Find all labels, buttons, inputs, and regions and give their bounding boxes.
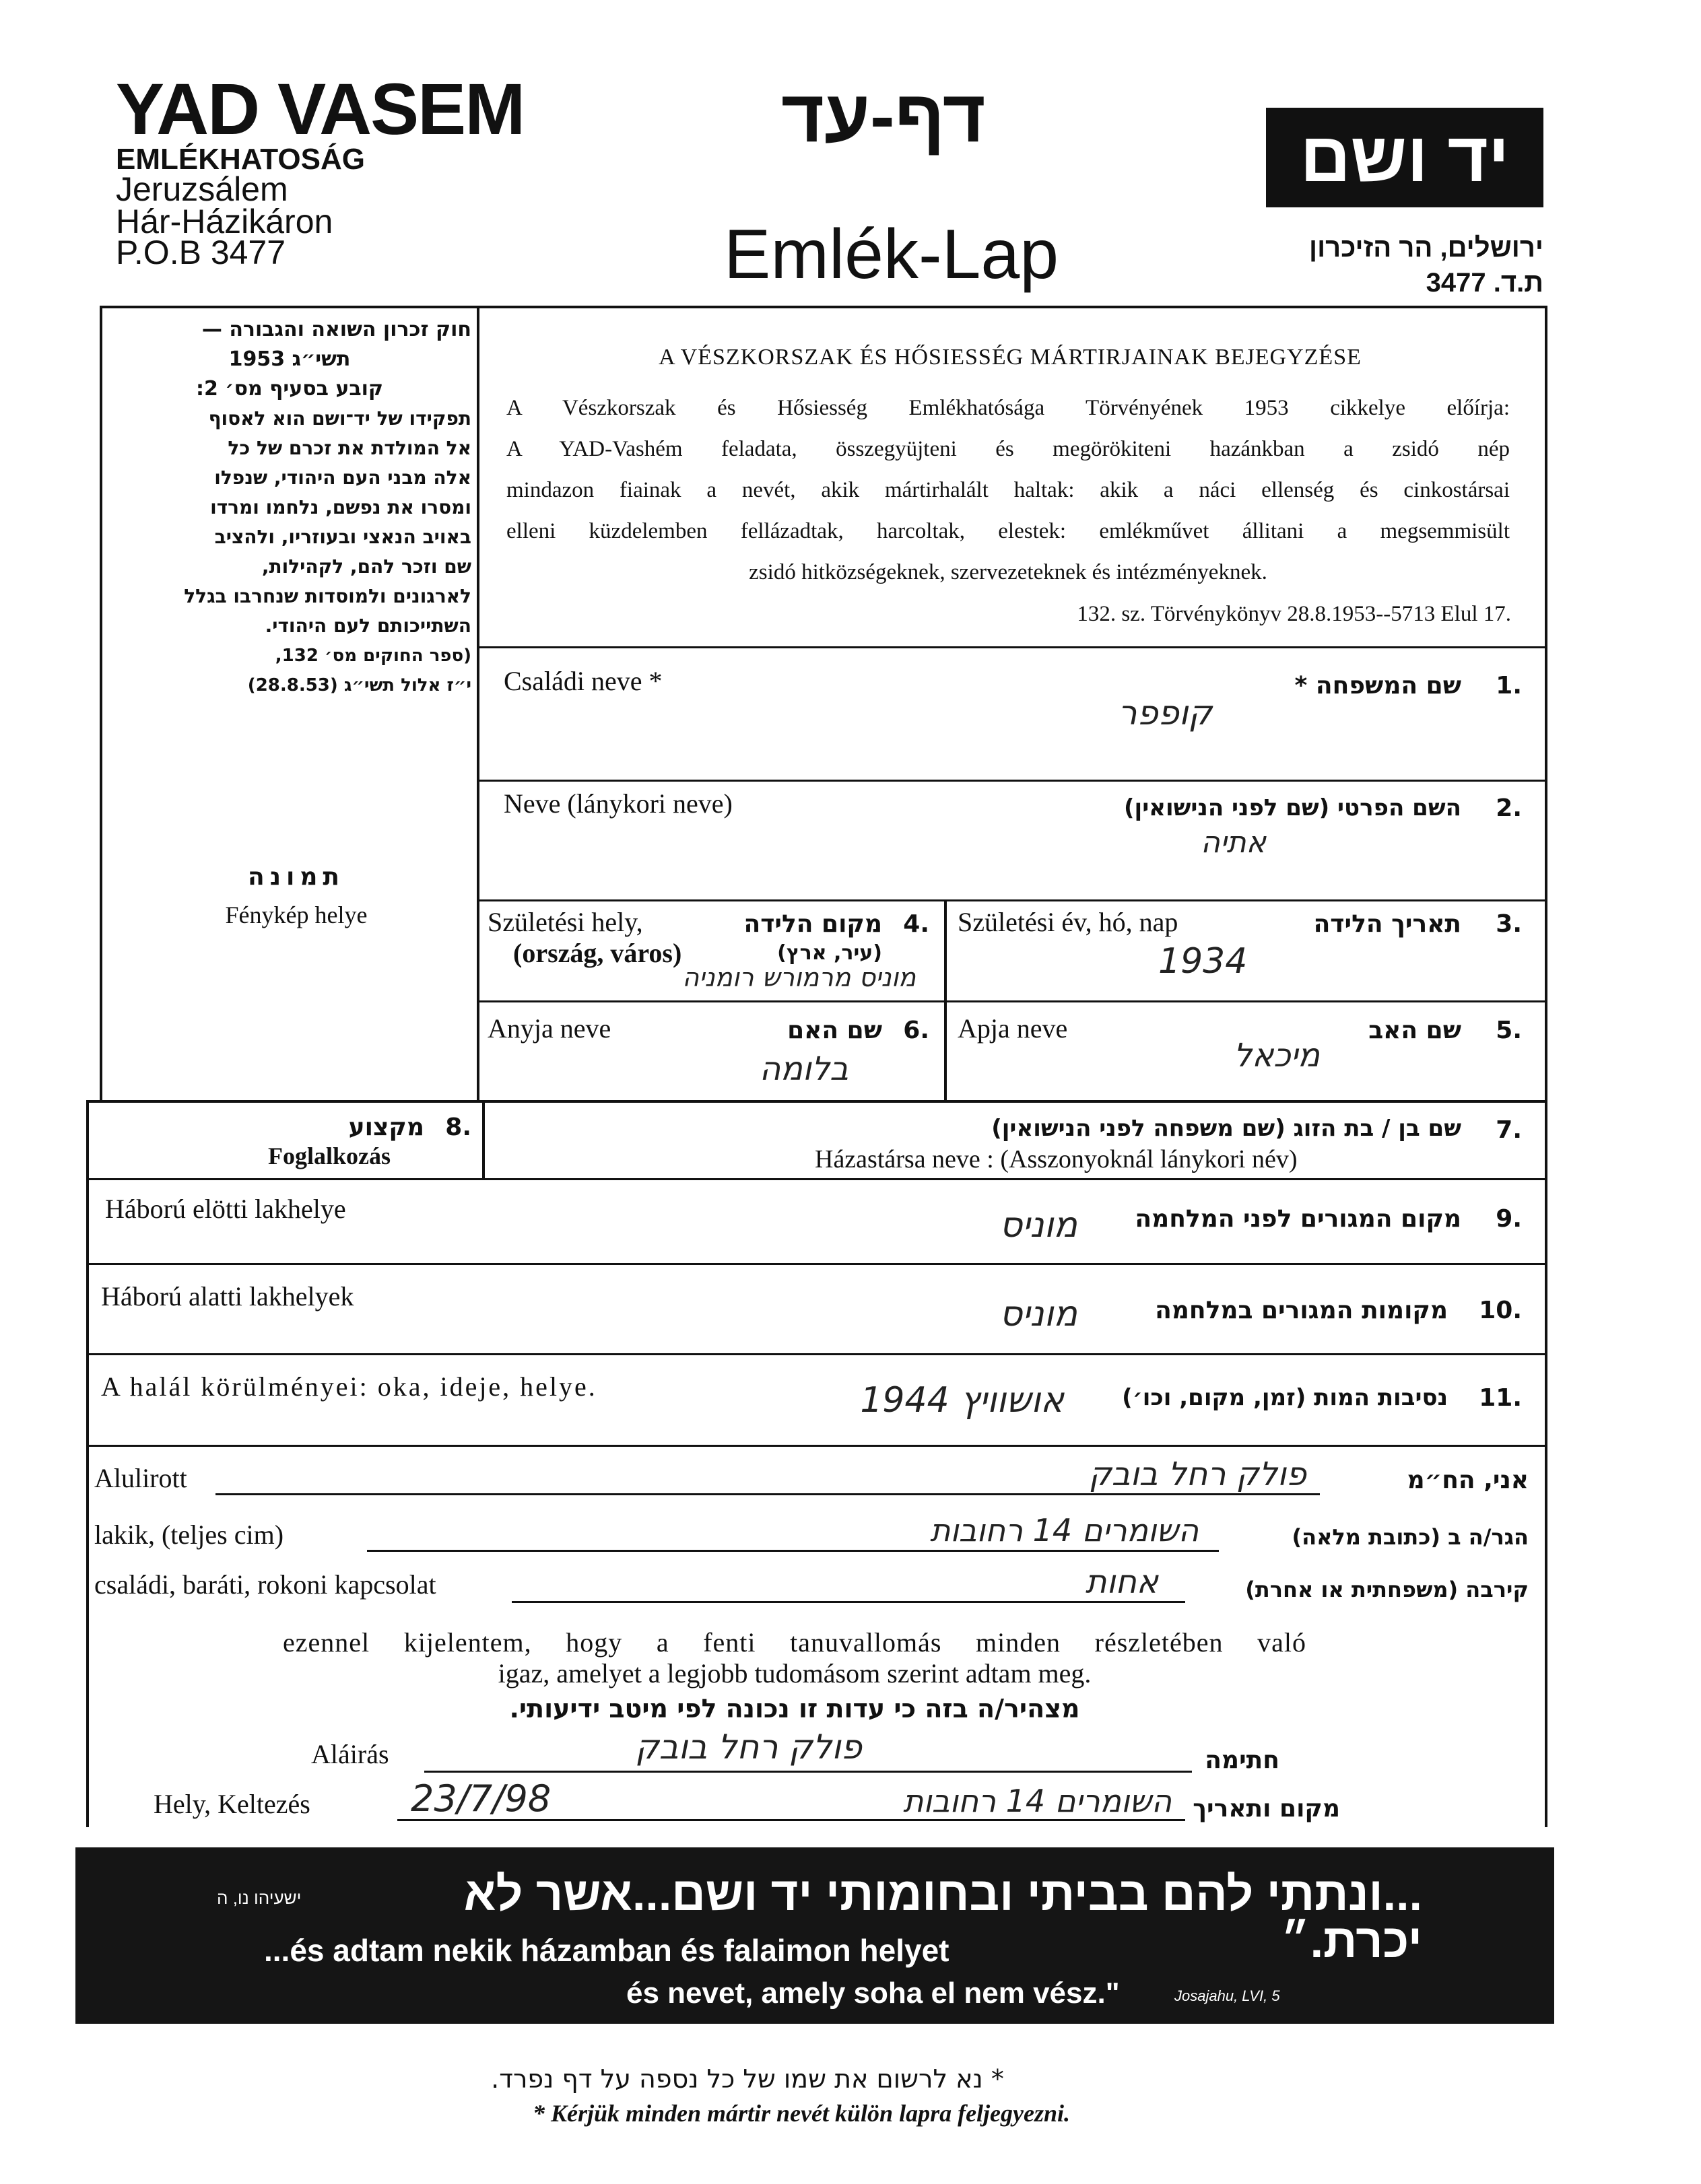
- field-4-heb-sub: (עיר, ארץ): [777, 941, 882, 965]
- field-2-heb-label: השם הפרטי (שם לפני הנישואין): [1123, 794, 1461, 821]
- field-6-label: Anyja neve: [488, 1013, 611, 1044]
- undersigned-label: Alulirott: [94, 1463, 187, 1493]
- law-line: חוק זכרון השואה והגבורה —: [201, 318, 471, 341]
- relation-heb-label: קירבה (משפחתית או אחרת): [1245, 1577, 1529, 1602]
- law-line: אלה מבני העם היהודי, שנפלו: [214, 467, 471, 489]
- field-2-value[interactable]: אתיה: [1201, 825, 1266, 860]
- field-11-heb-label: נסיבות המות (זמן, מקום, וכו׳): [1122, 1384, 1448, 1411]
- footer-note: * Kérjük minden mártir nevét külön lapra feljegyezni.: [532, 2100, 1071, 2127]
- footer-heb-note: * נא לרשום את שמו של כל נספה על דף נפרד.: [491, 2064, 1004, 2094]
- intro-citation: 132. sz. Törvénykönyv 28.8.1953--5713 Elul 17.: [1077, 602, 1511, 626]
- hebrew-title: דף-עד: [781, 75, 986, 158]
- field-10-label: Háború alatti lakhelyek: [101, 1281, 354, 1311]
- field-3-value[interactable]: 1934: [1158, 941, 1248, 982]
- field-9-heb-label: מקום המגורים לפני המלחמה: [1135, 1205, 1461, 1233]
- law-line: ומסרו את נפשם, נלחמו ומרדו: [210, 496, 471, 518]
- address-label: lakik, (teljes cim): [94, 1520, 284, 1550]
- intro-line: zsidó hitközségeknek, szervezeteknek és intézményeknek.: [749, 560, 1267, 584]
- law-line: שם וזכר להם, לקהילות,: [261, 555, 471, 578]
- field-3-number: .3: [1496, 910, 1522, 938]
- address-line-2: Hár-Házikáron: [116, 203, 333, 240]
- field-1-label: Családi neve *: [504, 666, 663, 696]
- signature-heb-label: חתימה: [1205, 1746, 1279, 1774]
- field-4-heb-label: מקום הלידה: [743, 910, 882, 938]
- law-line: תפקידו של יד־ושם הוא לאסוף: [208, 407, 471, 430]
- field-7-label: Házastársa neve : (Asszonyoknál lánykori név): [815, 1145, 1298, 1173]
- field-4-number: .4: [903, 910, 929, 938]
- hebrew-address-2: ת.ד. 3477: [1426, 268, 1543, 298]
- field-5-heb-label: שם האב: [1368, 1017, 1461, 1044]
- relation-value[interactable]: אחות: [1085, 1563, 1158, 1601]
- law-line: השתייכותם לעם היהודי.: [265, 615, 471, 637]
- field-5-value[interactable]: מיכאל: [1233, 1037, 1320, 1074]
- place-date-label: Hely, Keltezés: [154, 1789, 310, 1819]
- address-heb-label: הגר/ה ב (כתובת מלאה): [1292, 1524, 1529, 1550]
- field-8-number: .8: [445, 1114, 471, 1141]
- undersigned-value[interactable]: פולק רחל בובק: [1088, 1456, 1306, 1493]
- intro-line: A Vészkorszak és Hősiesség Emlékhatósága Törvényének 1953 cikkelye előírja:: [506, 396, 1510, 420]
- statement-heb: מצהיר/ה בזה כי עדות זו נכונה לפי מיטב ידיעותי.: [509, 1694, 1080, 1724]
- field-6-heb-label: שם האם: [787, 1017, 882, 1044]
- intro-line: A YAD-Vashém feladata, összegyüjteni és megörökiteni hazánkban a zsidó nép: [506, 437, 1510, 461]
- law-line: (ספר החוקים מס׳ 132,: [275, 646, 471, 666]
- law-line: י״ז אלול תשי״ג (28.8.53): [247, 675, 471, 695]
- statement-line-2: igaz, amelyet a legjobb tudomásom szerint adtam meg.: [498, 1658, 1092, 1688]
- field-2-number: .2: [1496, 794, 1522, 822]
- field-3-label: Születési év, hó, nap: [958, 907, 1178, 937]
- field-9-number: .9: [1496, 1205, 1522, 1233]
- field-2-label: Neve (lánykori neve): [504, 788, 733, 819]
- field-1-value[interactable]: קופפר: [1118, 693, 1212, 732]
- field-6-number: .6: [903, 1017, 929, 1044]
- statement-line-1: ezennel kijelentem, hogy a fenti tanuvallomás minden részletében való: [283, 1627, 1306, 1658]
- field-6-value[interactable]: בלומה: [759, 1050, 848, 1088]
- photo-label: Fénykép helye: [225, 901, 368, 928]
- law-line: לארגונים ולמוסדות שנחרבו בגלל: [184, 585, 471, 607]
- field-1-heb-label: שם המשפחה *: [1294, 672, 1461, 699]
- field-11-number: .11: [1479, 1384, 1522, 1412]
- banner-line-2: és nevet, amely soha el nem vész.": [626, 1977, 1120, 2010]
- field-3-heb-label: תאריך הלידה: [1313, 910, 1461, 938]
- banner-line-1: ...és adtam nekik házamban és falaimon helyet: [264, 1933, 949, 1968]
- field-8-label: Foglalkozás: [268, 1142, 391, 1169]
- field-5-label: Apja neve: [958, 1013, 1068, 1044]
- field-9-value[interactable]: מוניס: [999, 1205, 1077, 1245]
- hebrew-address-1: ירושלים, הר הזיכרון: [1309, 233, 1543, 263]
- date-value[interactable]: 23/7/98: [411, 1777, 552, 1820]
- field-4-label-2: (ország, város): [513, 938, 682, 968]
- org-title: YAD VASEM: [116, 68, 525, 149]
- field-9-label: Háború elötti lakhelye: [105, 1194, 346, 1224]
- relation-label: családi, baráti, rokoni kapcsolat: [94, 1569, 436, 1600]
- field-11-value[interactable]: אושוויץ 1944: [860, 1380, 1064, 1421]
- intro-text: [506, 388, 1510, 593]
- org-subtitle: EMLÉKHATOSÁG: [116, 143, 365, 176]
- signature-label: Aláirás: [311, 1739, 389, 1769]
- photo-heb-label: תמונה: [247, 863, 345, 891]
- field-8-heb-label: מקצוע: [348, 1114, 424, 1141]
- banner-heb-ref: ישעיהו נו, ה: [217, 1888, 302, 1908]
- field-1-number: .1: [1496, 672, 1522, 699]
- place-date-heb-label: מקום ותאריך: [1193, 1795, 1340, 1822]
- place-value[interactable]: השומרים 14 רחובות: [903, 1783, 1172, 1819]
- field-10-number: .10: [1479, 1297, 1522, 1324]
- banner-heb-line: ...ונתתי להם בביתי ובחומותי יד ושם...אשר לא יכרת.״: [463, 1868, 1422, 1967]
- field-7-heb-label: שם בן / בת הזוג (שם משפחה לפני הנישואין): [991, 1115, 1461, 1142]
- field-4-value[interactable]: מוניס מרמורש רומניה: [682, 963, 916, 992]
- banner-ref: Josajahu, LVI, 5: [1174, 1987, 1280, 2004]
- law-line: תשי״ג 1953: [228, 347, 351, 371]
- field-10-heb-label: מקומות המגורים במלחמה: [1155, 1297, 1448, 1324]
- address-line-3: P.O.B 3477: [116, 234, 286, 271]
- form-title: Emlék-Lap: [724, 215, 1059, 294]
- law-line: קובע בסעיף מס׳ 2:: [195, 377, 384, 401]
- field-4-label: Születési hely,: [488, 907, 643, 937]
- intro-line: elleni küzdelemben fellázadtak, harcoltak, elestek: emlékművet állitani a megsemmisült: [506, 519, 1510, 543]
- field-5-number: .5: [1496, 1017, 1522, 1044]
- logo-text: יד ושם: [1300, 118, 1510, 197]
- intro-line: mindazon fiainak a nevét, akik mártirhalált haltak: akik a náci ellenség és cinkostársai: [506, 478, 1510, 502]
- field-7-number: .7: [1496, 1116, 1522, 1144]
- law-line: באויב הנאצי ובעוזריו, ולהציב: [214, 526, 471, 548]
- quote-banner: [75, 1847, 1554, 2024]
- yad-vashem-logo: [1266, 108, 1543, 207]
- law-line: אל המולדת את זכרם של כל: [228, 437, 471, 459]
- address-value[interactable]: השומרים 14 רחובות: [930, 1512, 1199, 1548]
- address-line-1: Jeruzsálem: [116, 170, 288, 208]
- intro-heading: A VÉSZKORSZAK ÉS HŐSIESSÉG MÁRTIRJAINAK BEJEGYZÉSE: [659, 345, 1362, 370]
- law-box: [108, 315, 471, 700]
- signature-value[interactable]: פולק רחל בובק: [635, 1728, 862, 1767]
- undersigned-heb-label: אני, הח״מ: [1407, 1466, 1529, 1494]
- field-10-value[interactable]: מוניס: [999, 1294, 1077, 1334]
- field-11-label: A halál körülményei: oka, ideje, helye.: [101, 1371, 597, 1402]
